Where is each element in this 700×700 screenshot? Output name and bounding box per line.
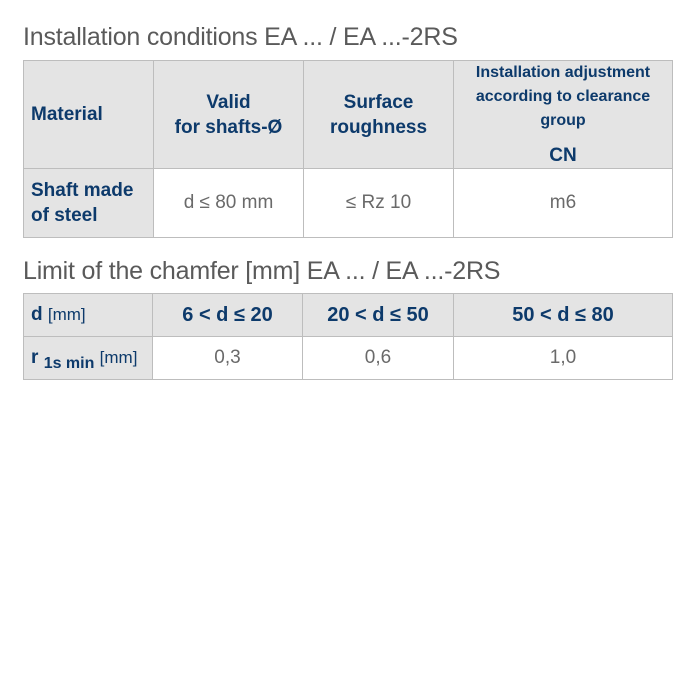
- header-valid-line2: for shafts-Ø: [174, 116, 283, 138]
- header-install-clearance-group: CN: [549, 145, 577, 166]
- table-row: [24, 337, 673, 380]
- header-valid-for-shafts: [154, 61, 304, 169]
- table-header-row: [24, 294, 673, 337]
- row-r-symbol: r: [31, 347, 39, 368]
- header-material: [24, 61, 154, 169]
- header-surface-roughness: [304, 61, 454, 169]
- chamfer-limit-table: [23, 293, 673, 380]
- row-material: [24, 169, 154, 238]
- header-installation-adjustment: [454, 61, 673, 169]
- header-valid-line1: Valid: [206, 91, 251, 113]
- installation-conditions-table: [23, 60, 673, 238]
- header-d-unit: [mm]: [47, 305, 86, 324]
- row-valid-value: d ≤ 80 mm: [154, 169, 304, 238]
- header-surface-line2: roughness: [329, 116, 428, 138]
- row-r-unit: [mm]: [99, 348, 138, 367]
- header-install-line1: Installation adjustment: [475, 64, 651, 81]
- installation-conditions-title: Installation conditions EA ... / EA ...-2RS: [23, 23, 458, 51]
- header-d-label: [24, 294, 153, 337]
- row-r-subscript: 1s min: [43, 355, 95, 372]
- row-r-label: [24, 337, 153, 380]
- header-range-2: 20 < d ≤ 50: [303, 294, 454, 337]
- row-value-1: 0,3: [153, 337, 303, 380]
- table-header-row: [24, 61, 673, 169]
- row-material-line1: Shaft made: [31, 180, 134, 201]
- header-surface-line1: Surface: [343, 91, 414, 113]
- row-value-3: 1,0: [454, 337, 673, 380]
- row-surface-value: ≤ Rz 10: [304, 169, 454, 238]
- table-row: [24, 169, 673, 238]
- row-material-line2: of steel: [31, 205, 98, 226]
- header-range-3: 50 < d ≤ 80: [454, 294, 673, 337]
- row-value-2: 0,6: [303, 337, 454, 380]
- header-d-symbol: d: [31, 304, 43, 325]
- chamfer-limit-title: Limit of the chamfer [mm] EA ... / EA ...-2RS: [23, 257, 501, 285]
- header-range-1: 6 < d ≤ 20: [153, 294, 303, 337]
- header-material-label: Material: [31, 104, 103, 125]
- header-install-line2: according to clearance group: [475, 88, 651, 129]
- row-install-value: m6: [454, 169, 673, 238]
